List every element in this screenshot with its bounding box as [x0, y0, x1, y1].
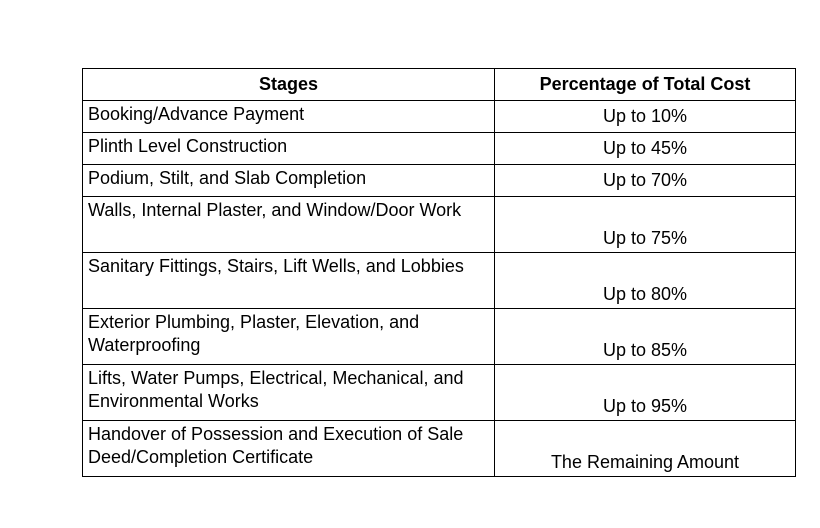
payment-stages-table	[82, 68, 796, 477]
table-row	[83, 133, 796, 165]
table-row	[83, 101, 796, 133]
table-header-row	[83, 69, 796, 101]
stage-cell: Sanitary Fittings, Stairs, Lift Wells, and Lobbies	[83, 253, 495, 309]
stage-cell: Lifts, Water Pumps, Electrical, Mechanical, and Environmental Works	[83, 365, 495, 421]
percentage-cell: The Remaining Amount	[495, 421, 796, 477]
header-stages: Stages	[83, 69, 495, 101]
stage-cell: Handover of Possession and Execution of Sale Deed/Completion Certificate	[83, 421, 495, 477]
percentage-cell: Up to 95%	[495, 365, 796, 421]
stage-cell: Podium, Stilt, and Slab Completion	[83, 165, 495, 197]
stage-cell: Booking/Advance Payment	[83, 101, 495, 133]
stage-cell: Plinth Level Construction	[83, 133, 495, 165]
table-row	[83, 253, 796, 309]
percentage-cell: Up to 45%	[495, 133, 796, 165]
table-row	[83, 365, 796, 421]
header-percentage: Percentage of Total Cost	[495, 69, 796, 101]
percentage-cell: Up to 80%	[495, 253, 796, 309]
percentage-cell: Up to 85%	[495, 309, 796, 365]
percentage-cell: Up to 10%	[495, 101, 796, 133]
table-row	[83, 165, 796, 197]
stage-cell: Walls, Internal Plaster, and Window/Door Work	[83, 197, 495, 253]
table-row	[83, 421, 796, 477]
percentage-cell: Up to 70%	[495, 165, 796, 197]
table-row	[83, 197, 796, 253]
stage-cell: Exterior Plumbing, Plaster, Elevation, and Waterproofing	[83, 309, 495, 365]
table-row	[83, 309, 796, 365]
percentage-cell: Up to 75%	[495, 197, 796, 253]
